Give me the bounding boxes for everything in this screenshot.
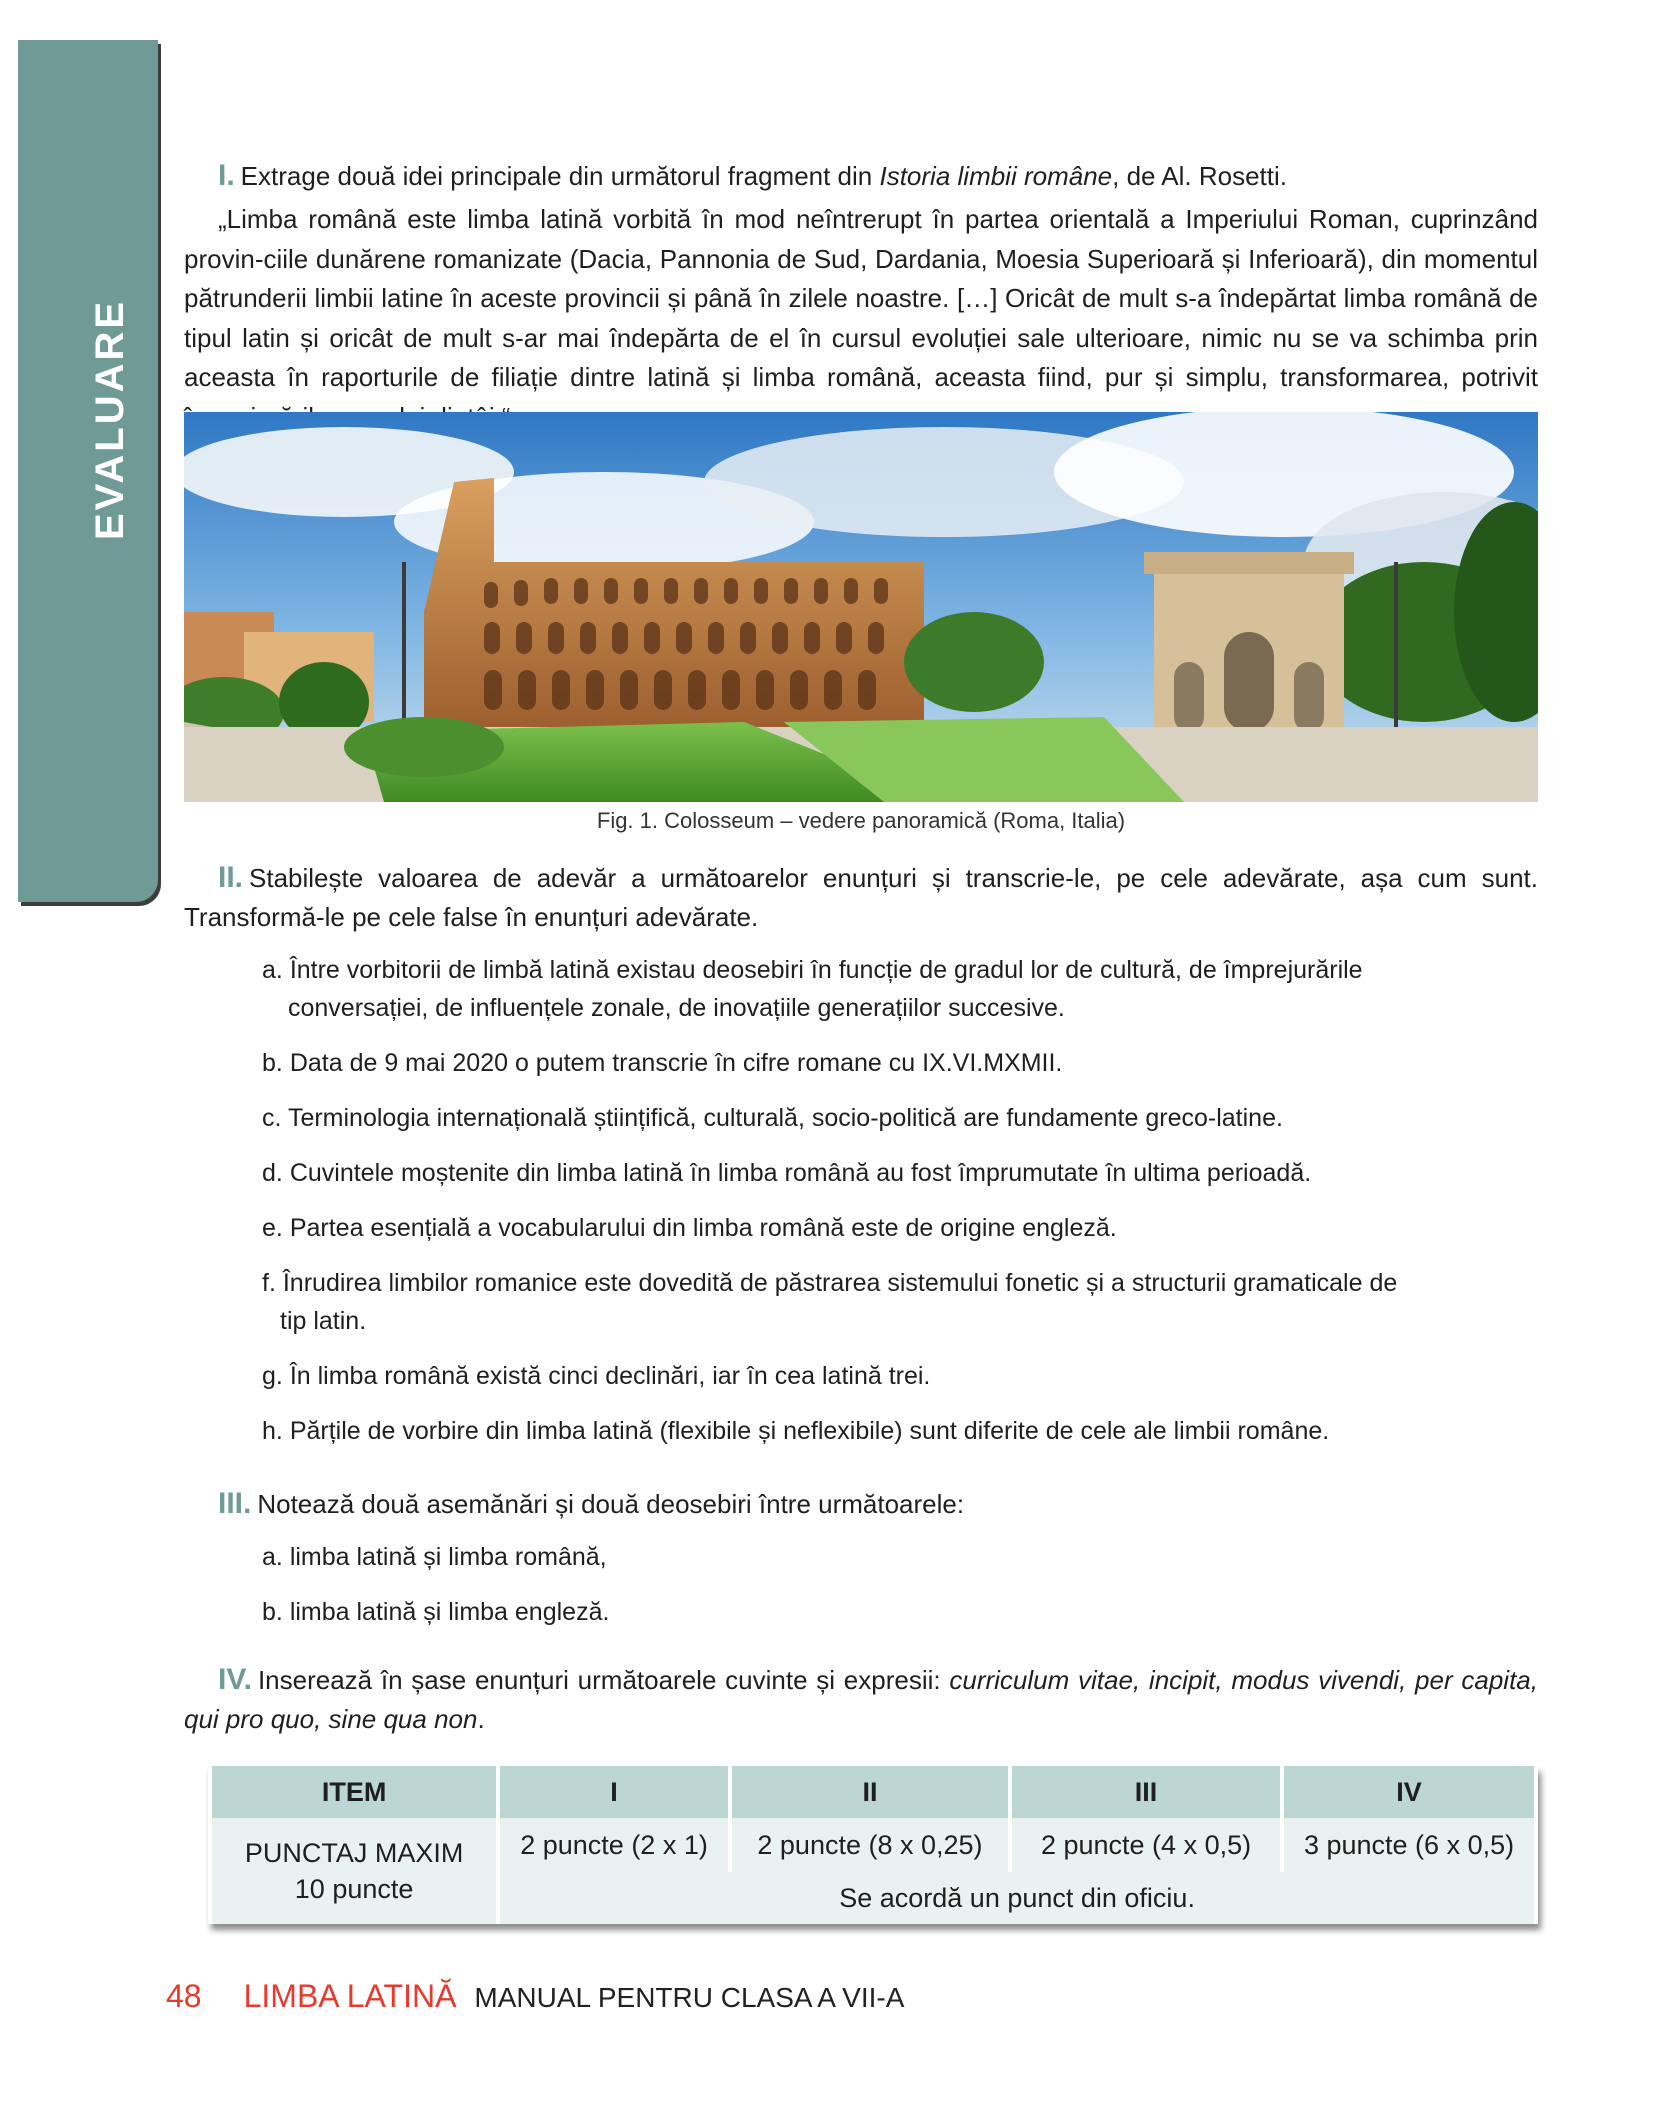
table-cell: 2 puncte (2 x 1) (500, 1818, 728, 1872)
section-3-items (262, 1538, 1446, 1648)
table-header-cell: II (732, 1766, 1008, 1818)
score-table (208, 1766, 1538, 1924)
list-item: d. Cuvintele moștenite din limba latină în limba română au fost împrumutate în ultima perioadă. (262, 1159, 1312, 1187)
book-title: MANUAL PENTRU CLASA A VII-A (474, 1982, 905, 2013)
list-item: c. Terminologia internațională științifică, culturală, socio-politică are fundamente greco-latine. (262, 1104, 1283, 1132)
table-header-cell: III (1012, 1766, 1280, 1818)
list-item: f. Înrudirea limbilor romanice este dovedită de păstrarea sistemului fonetic și a structurii gramaticale de tip latin. (262, 1269, 1398, 1335)
colosseum-panorama-image (184, 412, 1538, 802)
row-label: PUNCTAJ MAXIM 10 puncte (212, 1818, 496, 1924)
list-item: b. limba latină și limba engleză. (262, 1598, 610, 1626)
section-4-instruction: IV. Inserează în șase enunțuri următoarele cuvinte și expresii: curriculum vitae, incipit, modus vivendi, per capita, qui pro quo, sine qua non. (184, 1663, 1538, 1734)
latin-terms: curriculum vitae, incipit, modus vivendi, per capita, qui pro quo, sine qua non (184, 1665, 1538, 1734)
section-2-items (262, 951, 1446, 1467)
table-header-cell: I (500, 1766, 728, 1818)
section-3-instruction: III. Notează două asemănări și două deosebiri între următoarele: (218, 1487, 965, 1520)
section-3 (184, 1484, 1538, 1524)
list-item: g. În limba română există cinci declinări, iar în cea latină trei. (262, 1362, 931, 1390)
table-cell: 2 puncte (4 x 0,5) (1012, 1818, 1280, 1872)
section-3-number: III. (218, 1487, 252, 1520)
section-1-number: I. (218, 159, 235, 192)
table-note: Se acordă un punct din oficiu. (500, 1872, 1534, 1924)
score-table-header (212, 1766, 1534, 1818)
table-header-cell: ITEM (212, 1766, 496, 1818)
page-number: 48 (166, 1978, 202, 2014)
section-2-number: II. (218, 861, 244, 894)
table-header-cell: IV (1284, 1766, 1534, 1818)
list-item: h. Părțile de vorbire din limba latină (flexibile și neflexibile) sunt diferite de cele ale limbii române. (262, 1417, 1330, 1445)
list-item: b. Data de 9 mai 2020 o putem transcrie în cifre romane cu IX.VI.MXMII. (262, 1049, 1063, 1077)
page-footer (166, 1978, 904, 2015)
table-cell: 3 puncte (6 x 0,5) (1284, 1818, 1534, 1872)
work-title: Istoria limbii române (879, 161, 1113, 191)
section-4-number: IV. (218, 1663, 252, 1696)
list-item: a. limba latină și limba română, (262, 1543, 607, 1571)
table-row (212, 1818, 1534, 1872)
side-tab (18, 40, 158, 902)
side-tab-label: EVALUARE (88, 298, 132, 540)
subject-title: LIMBA LATINĂ (243, 1978, 457, 2014)
table-cell: 2 puncte (8 x 0,25) (732, 1818, 1008, 1872)
section-4 (184, 1660, 1538, 1739)
section-1-instruction: I. Extrage două idei principale din următorul fragment din Istoria limbii române, de Al. Rosetti. (218, 159, 1287, 192)
section-2 (184, 858, 1538, 937)
section-2-instruction: II. Stabilește valoarea de adevăr a următoarelor enunțuri și transcrie-le, pe cele adevărate, așa cum sunt. Transformă-le pe cele false în enunțuri adevărate. (184, 861, 1538, 932)
section-1-quote: „Limba română este limba latină vorbită în mod neîntrerupt în partea orientală a Imperiului Roman, cuprinzând provin-ciile dunărene romanizate (Dacia, Pannonia de Sud, Dardania, Moesia Superioară și Inferioară), din momentul pătrunderii limbii latine în aceste provincii și până în zilele noastre. […] Oricât de mult s-a îndepărtat limba română de tipul latin și oricât de mult s-ar mai îndepărta de el în cursul evoluției sale ulterioare, nimic nu se va schimba prin aceasta în raporturile de filiație dintre latină și limba română, aceasta fiind, pur și simplu, transformarea, potrivit (184, 204, 1538, 392)
section-1 (184, 156, 1538, 437)
figure-caption: Fig. 1. Colosseum – vedere panoramică (Roma, Italia) (596, 808, 1126, 833)
list-item: e. Partea esențială a vocabularului din limba română este de origine engleză. (262, 1214, 1117, 1242)
list-item: a. Între vorbitorii de limbă latină existau deosebiri în funcție de gradul lor de cultură, de împrejurările conversației, de influențele zonale, de inovațiile generațiilor succesive. (262, 956, 1363, 1022)
